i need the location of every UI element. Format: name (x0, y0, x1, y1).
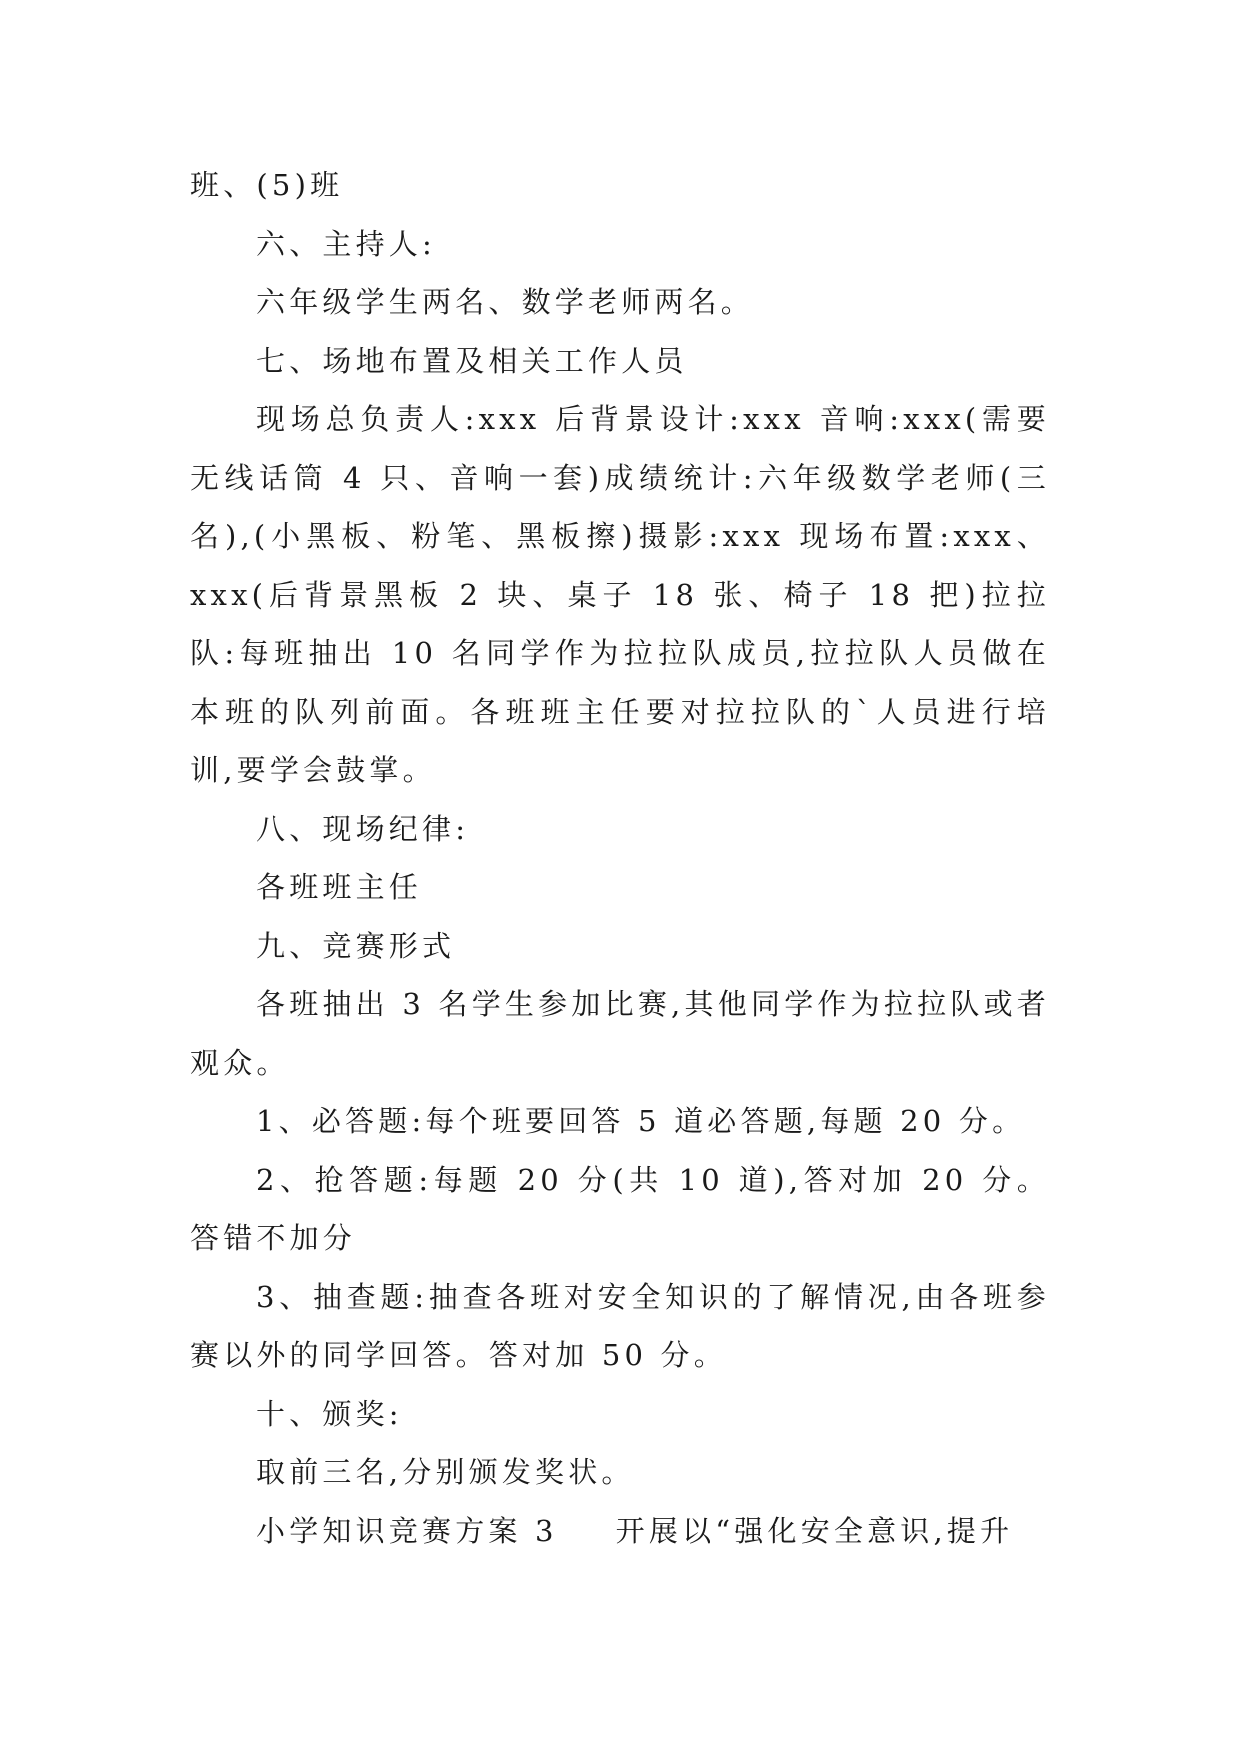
plan-3-text: 开展以“强化安全意识,提升 (615, 1513, 1014, 1548)
paragraph: 各班抽出 3 名学生参加比赛,其他同学作为拉拉队或者观众。 (190, 987, 1050, 1080)
section-heading-discipline: 八、现场纪律: (256, 811, 470, 846)
paragraph: 班、(5)班 (190, 168, 344, 202)
document-body (190, 156, 1050, 1560)
paragraph: 六年级学生两名、数学老师两名。 (256, 285, 755, 319)
list-item-spot-check: 3、抽查题:抽查各班对安全知识的了解情况,由各班参赛以外的同学回答。答对加 50 分。 (190, 1279, 1050, 1372)
section-heading-format: 九、竞赛形式 (256, 928, 456, 963)
list-item-quick-answer: 2、抢答题:每题 20 分(共 10 道),答对加 20 分。答错不加分 (190, 1162, 1050, 1255)
section-heading-host: 六、主持人: (256, 226, 436, 261)
paragraph: 各班班主任 (256, 870, 423, 904)
list-item-required-questions: 1、必答题:每个班要回答 5 道必答题,每题 20 分。 (256, 1104, 1026, 1138)
section-heading-awards: 十、颁奖: (256, 1396, 403, 1431)
plan-3-intro (190, 1502, 1050, 1561)
paragraph: 取前三名,分别颁发奖状。 (256, 1455, 635, 1489)
plan-3-heading: 小学知识竞赛方案 3 (256, 1513, 558, 1548)
section-heading-venue: 七、场地布置及相关工作人员 (256, 343, 688, 378)
paragraph-staff: 现场总负责人:xxx 后背景设计:xxx 音响:xxx(需要无线话筒 4 只、音响一套)成绩统计:六年级数学老师(三名),(小黑板、粉笔、黑板擦)摄影:xxx 现场布置:xxx、xxx(后背景黑板 2 块、桌子 18 张、椅子 18 把)拉拉队:每班抽出 10 名同学作为拉拉队成员,拉拉队人员做在本班的队列前面。各班班主任要对拉拉队的`人员进行培训,要学会鼓掌。 (190, 402, 1050, 787)
